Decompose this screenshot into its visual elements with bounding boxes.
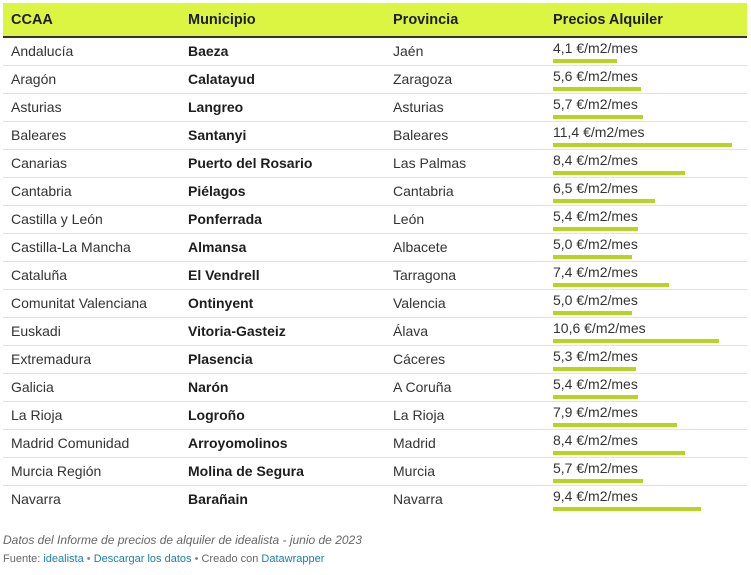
table-row (3, 94, 747, 122)
cell-ccaa: Galicia (11, 379, 54, 395)
cell-ccaa: Canarias (11, 155, 68, 171)
source-prefix: Fuente: (3, 553, 44, 565)
cell-municipio: Baeza (188, 43, 229, 59)
cell-provincia: Cantabria (393, 183, 454, 199)
table-row (3, 262, 747, 290)
table-row (3, 346, 747, 374)
cell-ccaa: Madrid Comunidad (11, 435, 130, 451)
price-bar (553, 423, 677, 427)
price-bar (553, 255, 632, 259)
data-table (3, 3, 747, 514)
cell-provincia: Jaén (393, 43, 424, 59)
price-label: 5,6 €/m2/mes (553, 68, 638, 84)
cell-precio (553, 290, 743, 318)
price-label: 8,4 €/m2/mes (553, 432, 638, 448)
table-row (3, 234, 747, 262)
header-ccaa[interactable]: CCAA (11, 12, 53, 28)
table-row (3, 122, 747, 150)
cell-municipio: Vitoria-Gasteiz (188, 323, 286, 339)
price-bar (553, 507, 701, 511)
cell-municipio: Ponferrada (188, 211, 262, 227)
price-label: 5,0 €/m2/mes (553, 236, 638, 252)
source-link[interactable]: idealista (43, 553, 84, 565)
cell-municipio: Almansa (188, 239, 247, 255)
price-label: 5,0 €/m2/mes (553, 292, 638, 308)
cell-ccaa: Euskadi (11, 323, 61, 339)
price-label: 11,4 €/m2/mes (553, 124, 645, 140)
cell-precio (553, 430, 743, 458)
table-row (3, 178, 747, 206)
cell-municipio: Langreo (188, 99, 244, 115)
price-label: 7,9 €/m2/mes (553, 404, 638, 420)
price-bar (553, 395, 638, 399)
price-label: 10,6 €/m2/mes (553, 320, 646, 336)
price-label: 4,1 €/m2/mes (553, 40, 638, 56)
cell-precio (553, 346, 743, 374)
cell-provincia: A Coruña (393, 379, 452, 395)
table-source (3, 553, 324, 565)
price-bar (553, 87, 641, 91)
cell-ccaa: La Rioja (11, 407, 63, 423)
cell-precio (553, 234, 743, 262)
cell-municipio: Arroyomolinos (188, 435, 288, 451)
price-label: 5,3 €/m2/mes (553, 348, 638, 364)
cell-precio (553, 178, 743, 206)
cell-ccaa: Extremadura (11, 351, 92, 367)
cell-municipio: El Vendrell (188, 267, 260, 283)
cell-ccaa: Castilla-La Mancha (11, 239, 131, 255)
table-row (3, 38, 747, 66)
cell-precio (553, 458, 743, 486)
cell-ccaa: Cantabria (11, 183, 72, 199)
cell-precio (553, 374, 743, 402)
table-row (3, 402, 747, 430)
table-row (3, 150, 747, 178)
cell-ccaa: Andalucía (11, 43, 74, 59)
table-body (3, 38, 747, 514)
cell-municipio: Molina de Segura (188, 463, 304, 479)
cell-provincia: Murcia (393, 463, 436, 479)
price-label: 5,4 €/m2/mes (553, 376, 638, 392)
price-bar (553, 311, 632, 315)
cell-municipio: Plasencia (188, 351, 253, 367)
cell-precio (553, 206, 743, 234)
header-precios-alquiler[interactable]: Precios Alquiler (553, 12, 663, 28)
price-label: 5,7 €/m2/mes (553, 460, 638, 476)
cell-provincia: Asturias (393, 99, 444, 115)
cell-ccaa: Murcia Región (11, 463, 102, 479)
cell-municipio: Piélagos (188, 183, 246, 199)
table-row (3, 66, 747, 94)
datawrapper-link[interactable]: Datawrapper (261, 553, 325, 565)
table-row (3, 458, 747, 486)
cell-municipio: Santanyi (188, 127, 247, 143)
price-bar (553, 199, 655, 203)
cell-provincia: Las Palmas (393, 155, 467, 171)
table-row (3, 318, 747, 346)
cell-municipio: Narón (188, 379, 229, 395)
price-label: 9,4 €/m2/mes (553, 488, 638, 504)
price-label: 5,7 €/m2/mes (553, 96, 638, 112)
cell-provincia: Zaragoza (393, 71, 453, 87)
price-label: 5,4 €/m2/mes (553, 208, 638, 224)
cell-municipio: Puerto del Rosario (188, 155, 313, 171)
cell-ccaa: Aragón (11, 71, 57, 87)
price-bar (553, 171, 685, 175)
price-label: 8,4 €/m2/mes (553, 152, 638, 168)
cell-ccaa: Asturias (11, 99, 62, 115)
price-bar (553, 367, 636, 371)
table-row (3, 430, 747, 458)
cell-provincia: La Rioja (393, 407, 445, 423)
cell-precio (553, 122, 743, 150)
table-row (3, 374, 747, 402)
cell-municipio: Logroño (188, 407, 245, 423)
table-row (3, 290, 747, 318)
cell-provincia: Navarra (393, 491, 443, 507)
price-bar (553, 59, 617, 63)
header-municipio[interactable]: Municipio (188, 12, 256, 28)
cell-ccaa: Castilla y León (11, 211, 103, 227)
cell-provincia: Albacete (393, 239, 448, 255)
separator: • (83, 553, 94, 565)
cell-provincia: León (393, 211, 425, 227)
cell-provincia: Baleares (393, 127, 449, 143)
table-notes: Datos del Informe de precios de alquiler de idealista - junio de 2023 (3, 533, 362, 547)
cell-provincia: Tarragona (393, 267, 457, 283)
cell-provincia: Álava (393, 323, 429, 339)
price-bar (553, 115, 643, 119)
price-bar (553, 339, 719, 343)
cell-municipio: Ontinyent (188, 295, 254, 311)
created-prefix: Creado con (201, 553, 262, 565)
cell-provincia: Valencia (393, 295, 446, 311)
cell-precio (553, 66, 743, 94)
price-bar (553, 143, 732, 147)
price-bar (553, 283, 669, 287)
cell-ccaa: Cataluña (11, 267, 68, 283)
cell-provincia: Cáceres (393, 351, 446, 367)
cell-precio (553, 150, 743, 178)
cell-precio (553, 94, 743, 122)
cell-precio (553, 402, 743, 430)
cell-municipio: Calatayud (188, 71, 255, 87)
cell-precio (553, 486, 743, 514)
separator: • (191, 553, 202, 565)
price-bar (553, 451, 685, 455)
cell-precio (553, 38, 743, 66)
cell-precio (553, 262, 743, 290)
price-label: 6,5 €/m2/mes (553, 180, 638, 196)
cell-ccaa: Navarra (11, 491, 61, 507)
cell-provincia: Madrid (393, 435, 436, 451)
table-header (3, 3, 747, 38)
price-label: 7,4 €/m2/mes (553, 264, 638, 280)
header-provincia[interactable]: Provincia (393, 12, 459, 28)
table-row (3, 206, 747, 234)
download-data-link[interactable]: Descargar los datos (93, 553, 192, 565)
cell-precio (553, 318, 743, 346)
price-bar (553, 227, 638, 231)
cell-municipio: Barañain (188, 491, 248, 507)
table-row (3, 486, 747, 514)
cell-ccaa: Baleares (11, 127, 67, 143)
price-bar (553, 479, 643, 483)
cell-ccaa: Comunitat Valenciana (11, 295, 147, 311)
